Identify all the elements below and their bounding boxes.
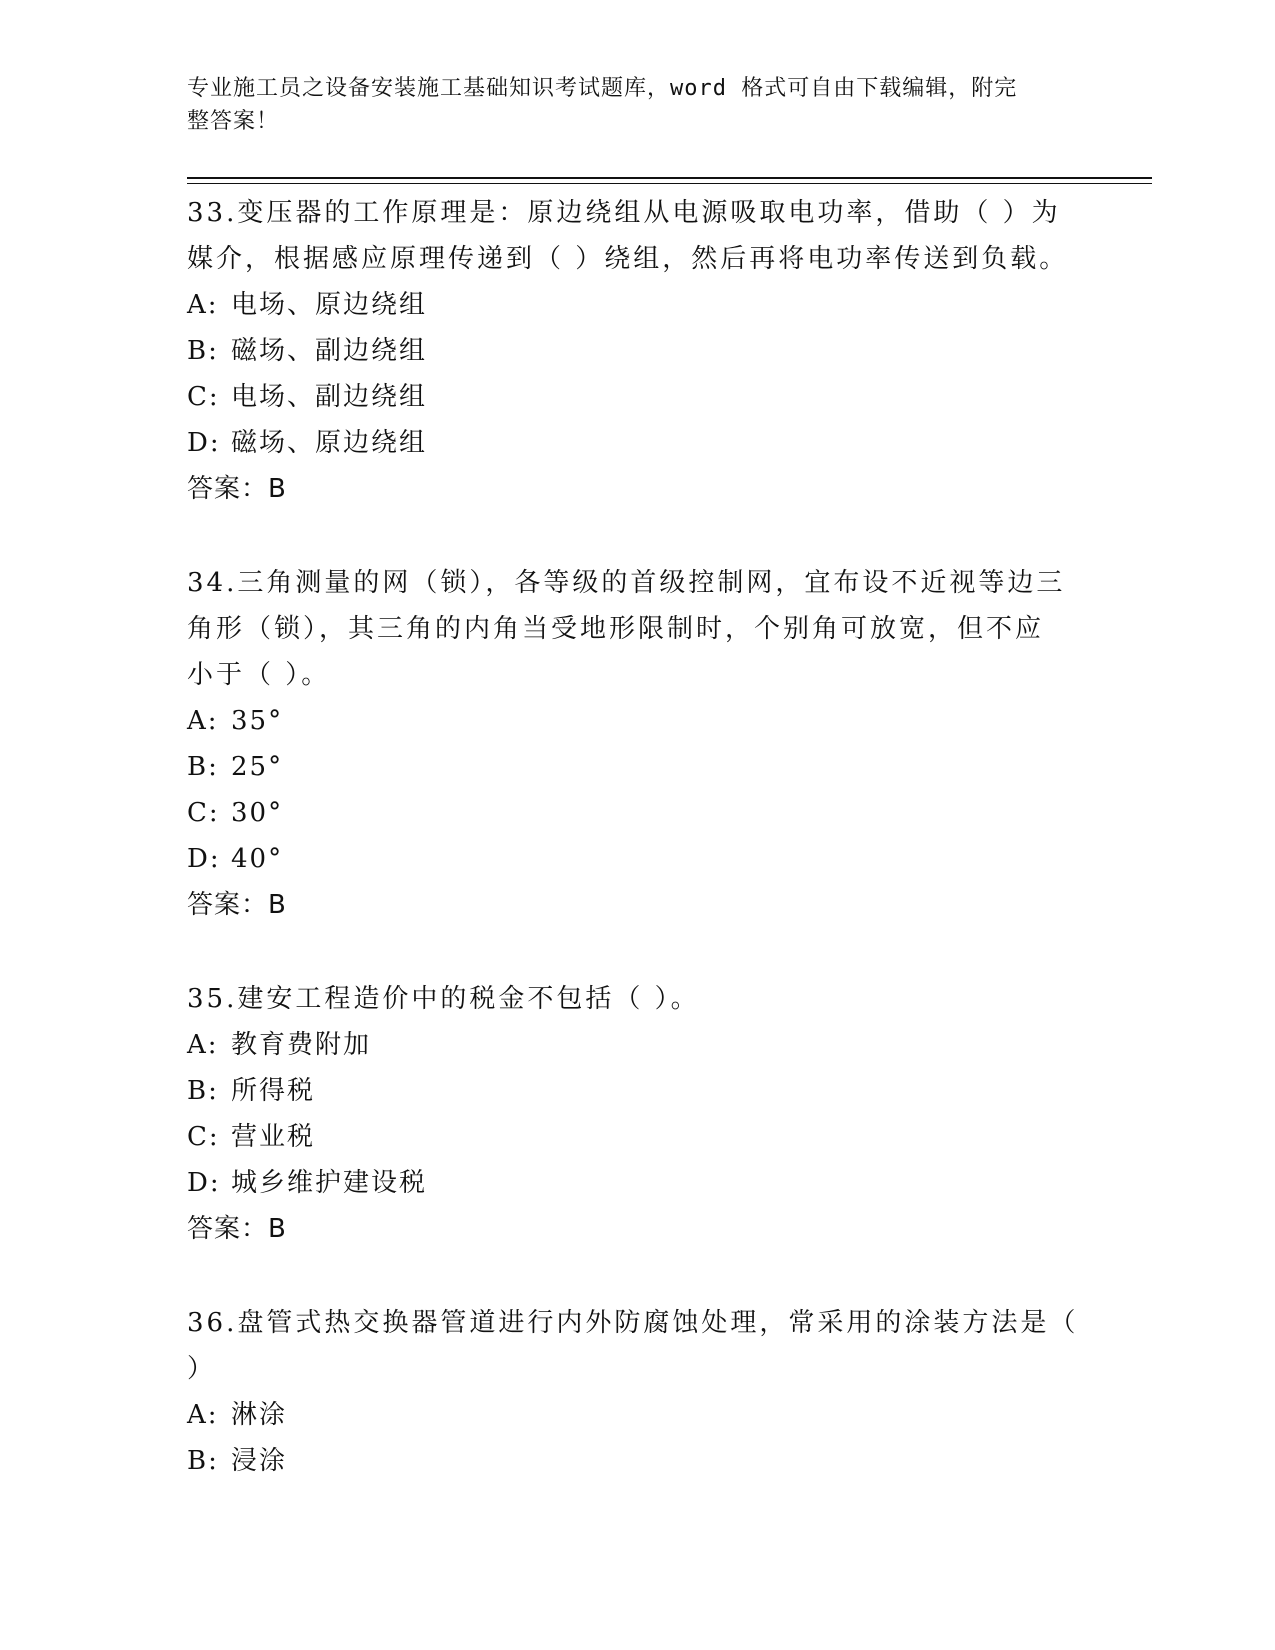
answer-line: 答案：B	[187, 474, 287, 504]
option-text: 电场、副边绕组	[231, 382, 428, 412]
question-text-line: 小于（ ）。	[187, 660, 331, 690]
header-divider-thick	[187, 177, 1152, 179]
option-text: 25°	[231, 752, 284, 782]
option-d	[187, 420, 1087, 466]
option-key: D:	[187, 428, 221, 458]
option-b	[187, 328, 1087, 374]
option-key: A:	[187, 1030, 219, 1060]
question-text-line: 角形（锁），其三角的内角当受地形限制时，个别角可放宽，但不应	[187, 614, 1045, 644]
option-text: 30°	[231, 798, 284, 828]
option-text: 浸涂	[231, 1446, 288, 1476]
option-text: 教育费附加	[231, 1030, 372, 1060]
document-header	[187, 72, 1077, 138]
question-text-line: 35.建安工程造价中的税金不包括（ ）。	[187, 984, 700, 1014]
header-divider-thin	[187, 183, 1152, 184]
question-text-line: 34.三角测量的网（锁），各等级的首级控制网，宜布设不近视等边三	[187, 568, 1066, 598]
option-key: B:	[187, 1446, 219, 1476]
option-b	[187, 744, 1087, 790]
option-key: B:	[187, 752, 219, 782]
answer-line: 答案：B	[187, 890, 287, 920]
option-a	[187, 1392, 1087, 1438]
option-key: B:	[187, 336, 219, 366]
option-key: A:	[187, 706, 219, 736]
option-key: A:	[187, 1400, 219, 1430]
question-text-line: 36.盘管式热交换器管道进行内外防腐蚀处理，常采用的涂装方法是（	[187, 1308, 1079, 1338]
option-c	[187, 790, 1087, 836]
option-c	[187, 1114, 1087, 1160]
header-line-1: 专业施工员之设备安装施工基础知识考试题库，word 格式可自由下载编辑，附完	[187, 76, 1018, 101]
option-d	[187, 836, 1087, 882]
question-text-line: ）	[187, 1354, 217, 1384]
question-text-line: 媒介，根据感应原理传递到（ ）绕组，然后再将电功率传送到负载。	[187, 244, 1069, 274]
option-key: C:	[187, 798, 220, 828]
option-text: 磁场、副边绕组	[231, 336, 428, 366]
option-a	[187, 698, 1087, 744]
question-33	[187, 190, 1087, 512]
option-text: 电场、原边绕组	[231, 290, 428, 320]
question-text-line: 33.变压器的工作原理是：原边绕组从电源吸取电功率，借助（ ）为	[187, 198, 1061, 228]
option-text: 35°	[231, 706, 284, 736]
option-text: 营业税	[231, 1122, 316, 1152]
option-text: 磁场、原边绕组	[231, 428, 428, 458]
question-34	[187, 560, 1087, 928]
option-text: 所得税	[231, 1076, 316, 1106]
header-line-2: 整答案！	[187, 109, 280, 134]
option-key: D:	[187, 1168, 221, 1198]
option-text: 淋涂	[231, 1400, 288, 1430]
option-key: A:	[187, 290, 219, 320]
option-b	[187, 1068, 1087, 1114]
answer-line: 答案：B	[187, 1214, 287, 1244]
option-a	[187, 1022, 1087, 1068]
option-key: C:	[187, 382, 220, 412]
option-a	[187, 282, 1087, 328]
option-text: 40°	[231, 844, 284, 874]
question-35	[187, 976, 1087, 1252]
option-b	[187, 1438, 1087, 1484]
option-key: C:	[187, 1122, 220, 1152]
question-36	[187, 1300, 1087, 1484]
question-list	[187, 190, 1087, 1484]
option-text: 城乡维护建设税	[231, 1168, 428, 1198]
option-c	[187, 374, 1087, 420]
option-d	[187, 1160, 1087, 1206]
option-key: D:	[187, 844, 221, 874]
option-key: B:	[187, 1076, 219, 1106]
